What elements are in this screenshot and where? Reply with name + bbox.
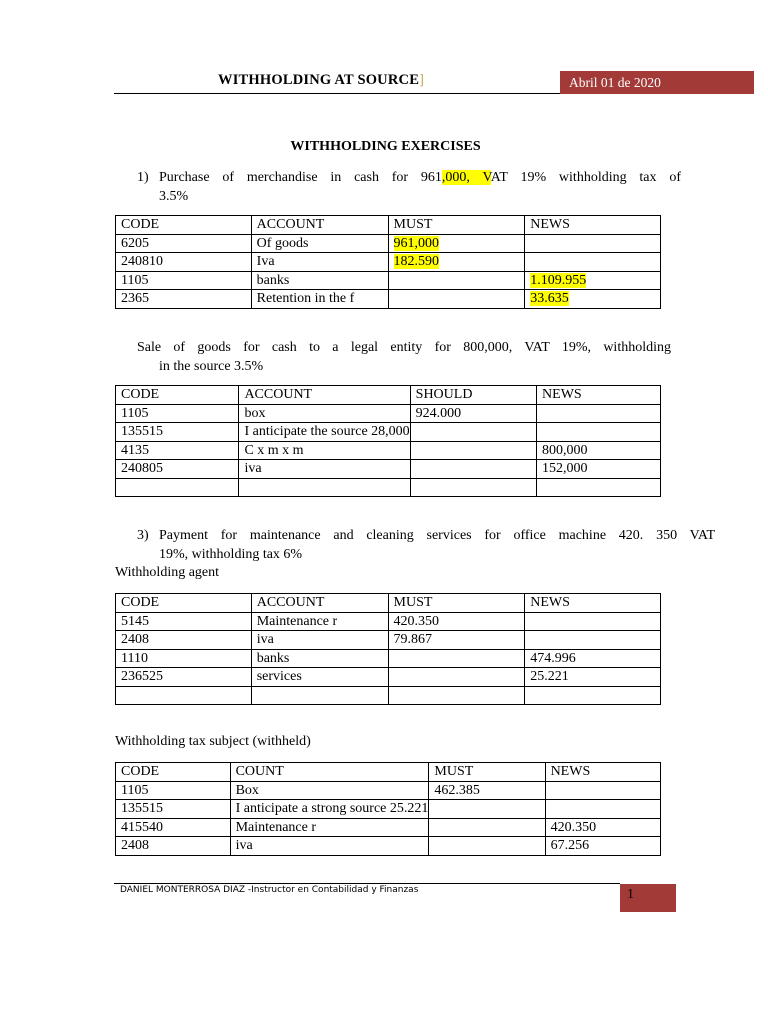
table-row [116,837,661,856]
withholding-agent-table [115,593,661,705]
table-cell: 924.000 [410,404,536,423]
table-cell [388,234,525,253]
column-header: COUNT [230,763,429,782]
table-cell: 415540 [116,818,231,837]
table-cell: Box [230,781,429,800]
table-cell [525,631,661,650]
table-cell [410,460,536,479]
table-cell: 2365 [116,290,252,309]
table-cell [545,800,660,819]
column-header: NEWS [545,763,660,782]
exercise-2-line1: Sale of goods for cash to a legal entity for 800,000, VAT 19%, withholding [137,340,671,355]
table-cell [525,234,661,253]
table-cell: 1105 [116,271,252,290]
table-row [116,423,661,442]
table-row-empty [116,478,661,497]
table-cell: iva [239,460,410,479]
column-header: NEWS [537,386,661,405]
table-cell [116,478,239,497]
table-cell: Maintenance r [230,818,429,837]
page-number: 1 [620,884,676,912]
table-cell: 1105 [116,404,239,423]
table-cell: 79.867 [388,631,525,650]
column-header: ACCOUNT [239,386,410,405]
table-cell [388,253,525,272]
header-date: Abril 01 de 2020 [560,71,754,94]
column-header: ACCOUNT [251,216,388,235]
table-row [116,460,661,479]
highlighted-value: 182.590 [393,254,440,270]
exercise-3-line1: Payment for maintenance and cleaning services for office machine 420. 350 VAT [159,528,715,543]
table-row [116,404,661,423]
table-cell [388,290,525,309]
table-cell [116,686,252,705]
table-cell [545,781,660,800]
table-cell [525,271,661,290]
table-cell: I anticipate a strong source 25.221 [230,800,429,819]
table-cell: 1110 [116,649,252,668]
table-cell [429,837,545,856]
exercise-1-line1: Purchase of merchandise in cash for 961,000, VAT 19% withholding tax of [159,170,681,185]
table-cell [388,271,525,290]
table-cell: iva [230,837,429,856]
highlighted-value: 1.109.955 [530,272,587,288]
exercise-2-table [115,385,661,497]
table-cell [537,478,661,497]
column-header: CODE [116,763,231,782]
table-cell: C x m x m [239,441,410,460]
table-row [116,800,661,819]
table-cell: Of goods [251,234,388,253]
highlighted-value: 33.635 [530,291,569,307]
exercise-2-line2: in the source 3.5% [159,359,264,374]
exercise-1-text [137,168,681,206]
table-cell: 25.221 [525,668,661,687]
table-cell: 135515 [116,800,231,819]
table-row [116,818,661,837]
exercise-1-line2: 3.5% [159,189,189,204]
footer-author: DANIEL MONTERROSA DIAZ -Instructor en Contabilidad y Finanzas [120,885,419,895]
table-cell: 4135 [116,441,239,460]
table-cell: banks [251,271,388,290]
table-cell [388,649,525,668]
table-cell: 67.256 [545,837,660,856]
column-header: NEWS [525,594,661,613]
table-cell: Maintenance r [251,612,388,631]
table-cell: 2408 [116,631,252,650]
table-header-row [116,216,661,235]
table-cell [525,253,661,272]
table-cell: 420.350 [388,612,525,631]
exercise-3-line2: 19%, withholding tax 6% [159,547,303,562]
column-header: ACCOUNT [251,594,388,613]
column-header: SHOULD [410,386,536,405]
table-cell: I anticipate the source 28,000 [239,423,410,442]
column-header: CODE [116,216,252,235]
table-cell [388,668,525,687]
withholding-agent-label: Withholding agent [115,565,220,580]
table-cell: 240810 [116,253,252,272]
table-cell: 5145 [116,612,252,631]
exercise-3-text [137,526,715,564]
table-cell [537,423,661,442]
table-cell: 462.385 [429,781,545,800]
exercise-2-text [137,338,671,376]
column-header: MUST [388,216,525,235]
table-cell: 6205 [116,234,252,253]
table-cell [410,423,536,442]
table-row-empty [116,686,661,705]
table-row [116,290,661,309]
header-bracket: ] [419,72,425,88]
table-cell [429,800,545,819]
table-row [116,649,661,668]
table-cell: 474.996 [525,649,661,668]
table-cell: services [251,668,388,687]
exercise-1-table [115,215,661,309]
table-cell [239,478,410,497]
table-cell: banks [251,649,388,668]
column-header: NEWS [525,216,661,235]
table-row [116,612,661,631]
table-cell: Retention in the f [251,290,388,309]
table-cell [525,612,661,631]
table-cell: Iva [251,253,388,272]
section-title: WITHHOLDING EXERCISES [290,139,481,154]
table-cell [251,686,388,705]
table-cell: iva [251,631,388,650]
header-divider [114,93,560,94]
withholding-subject-table [115,762,661,856]
table-row [116,441,661,460]
table-cell: 240805 [116,460,239,479]
table-row [116,253,661,272]
table-row [116,271,661,290]
withholding-subject-label: Withholding tax subject (withheld) [115,734,311,749]
highlighted-value: 961,000 [393,235,440,251]
table-cell [537,404,661,423]
column-header: MUST [388,594,525,613]
table-cell [429,818,545,837]
column-header: CODE [116,594,252,613]
table-cell [388,686,525,705]
exercise-1-number: 1) [137,170,149,185]
table-row [116,781,661,800]
table-header-row [116,594,661,613]
table-cell [525,290,661,309]
table-cell: 1105 [116,781,231,800]
table-cell: box [239,404,410,423]
table-cell: 236525 [116,668,252,687]
table-cell [410,478,536,497]
column-header: MUST [429,763,545,782]
table-header-row [116,763,661,782]
table-cell: 2408 [116,837,231,856]
table-cell: 135515 [116,423,239,442]
table-cell [410,441,536,460]
footer-divider [114,883,620,884]
table-row [116,668,661,687]
table-cell [525,686,661,705]
table-header-row [116,386,661,405]
table-cell: 800,000 [537,441,661,460]
header-title: WITHHOLDING AT SOURCE] [218,72,425,88]
exercise-3-number: 3) [137,528,149,543]
table-row [116,631,661,650]
column-header: CODE [116,386,239,405]
table-cell: 152,000 [537,460,661,479]
table-row [116,234,661,253]
table-cell: 420.350 [545,818,660,837]
